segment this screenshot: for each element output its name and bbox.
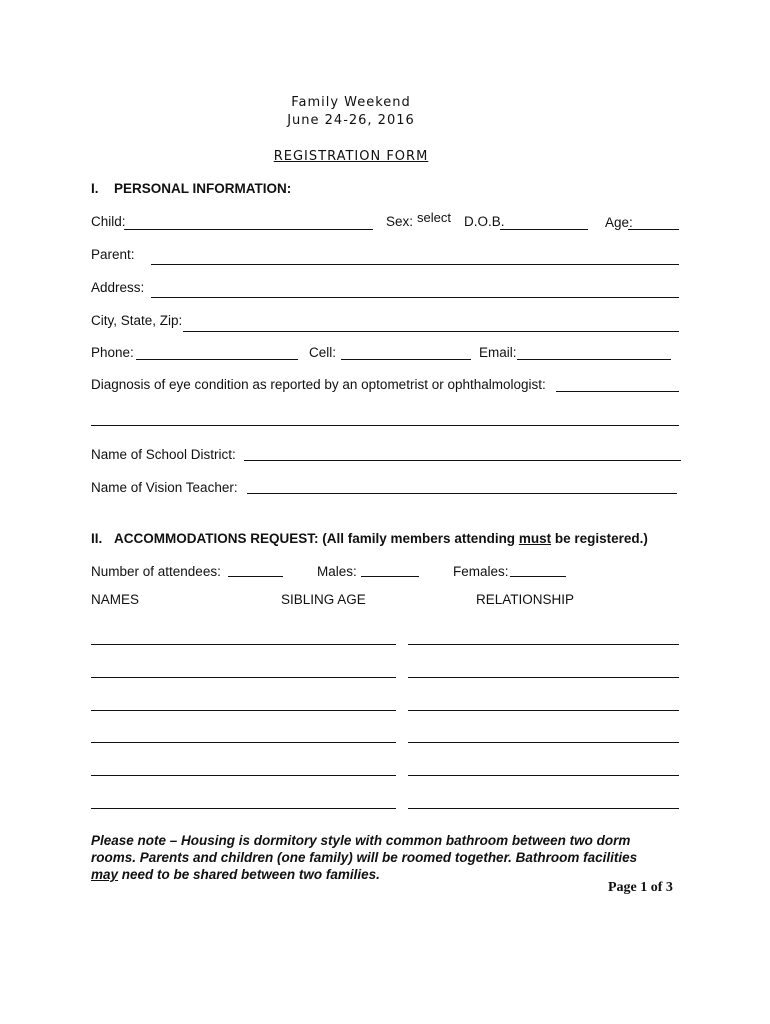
attendee-row-6-relationship[interactable]	[408, 808, 679, 809]
housing-note-part2: need to be shared between two families.	[118, 867, 380, 882]
attendee-row-3-name-age[interactable]	[91, 710, 396, 711]
females-label: Females:	[453, 564, 509, 579]
phone-field[interactable]	[136, 359, 298, 360]
attendee-row-2-relationship[interactable]	[408, 677, 679, 678]
diagnosis-label: Diagnosis of eye condition as reported by an optometrist or ophthalmologist:	[91, 377, 546, 392]
females-field[interactable]	[510, 576, 566, 577]
section1-heading-number: I.	[91, 181, 99, 196]
attendees-field[interactable]	[228, 576, 283, 577]
section2-heading-note-post: be registered.)	[551, 531, 648, 546]
cell-field[interactable]	[341, 359, 471, 360]
housing-note-may: may	[91, 867, 119, 882]
column-header-names: NAMES	[91, 592, 140, 607]
attendee-row-4-relationship[interactable]	[408, 742, 679, 743]
city-state-zip-label: City, State, Zip:	[91, 313, 183, 328]
form-title-text: REGISTRATION FORM	[273, 149, 429, 164]
section1-heading: PERSONAL INFORMATION:	[114, 181, 292, 196]
child-label: Child:	[91, 214, 126, 229]
attendee-row-5-name-age[interactable]	[91, 775, 396, 776]
vision-teacher-label: Name of Vision Teacher:	[91, 480, 238, 495]
email-field[interactable]	[517, 359, 671, 360]
parent-field[interactable]	[151, 264, 679, 265]
vision-teacher-field[interactable]	[247, 493, 677, 494]
section2-heading-number: II.	[91, 531, 103, 546]
attendee-row-1-relationship[interactable]	[408, 644, 679, 645]
form-title	[0, 149, 702, 164]
age-label: Age:	[605, 215, 633, 230]
school-district-field[interactable]	[244, 460, 681, 461]
section2-heading-text: ACCOMMODATIONS REQUEST:	[114, 531, 319, 546]
age-field[interactable]	[628, 229, 679, 230]
child-field[interactable]	[124, 229, 373, 230]
column-header-relationship: RELATIONSHIP	[476, 592, 575, 607]
attendee-row-6-name-age[interactable]	[91, 808, 396, 809]
housing-note-part1: Please note – Housing is dormitory style with common bathroom between two dorm rooms. Parents and children (one family) will be roomed together. Bathroom facilities	[91, 833, 638, 865]
males-field[interactable]	[361, 576, 419, 577]
attendee-row-3-relationship[interactable]	[408, 710, 679, 711]
event-title: Family Weekend	[291, 95, 411, 110]
city-state-zip-field[interactable]	[183, 331, 679, 332]
sex-select[interactable]: select	[417, 210, 451, 225]
dob-label: D.O.B.	[464, 214, 505, 229]
column-header-sibling-age: SIBLING AGE	[281, 592, 366, 607]
attendee-row-4-name-age[interactable]	[91, 742, 396, 743]
section2-heading-note-must: must	[518, 531, 552, 546]
diagnosis-field[interactable]	[556, 391, 679, 392]
attendee-row-2-name-age[interactable]	[91, 677, 396, 678]
dob-field[interactable]	[500, 229, 588, 230]
attendee-row-5-relationship[interactable]	[408, 775, 679, 776]
diagnosis-field-line-2[interactable]	[91, 425, 679, 426]
school-district-label: Name of School District:	[91, 447, 236, 462]
email-label: Email:	[479, 345, 517, 360]
event-dates: June 24-26, 2016	[287, 113, 415, 128]
cell-label: Cell:	[309, 345, 337, 360]
housing-note	[91, 832, 666, 883]
phone-label: Phone:	[91, 345, 134, 360]
address-label: Address:	[91, 280, 145, 295]
page-number: Page 1 of 3	[608, 880, 673, 895]
parent-label: Parent:	[91, 247, 135, 262]
address-field[interactable]	[151, 297, 679, 298]
attendee-row-1-name-age[interactable]	[91, 644, 396, 645]
section2-heading	[114, 531, 648, 546]
attendees-label: Number of attendees:	[91, 564, 221, 579]
sex-label: Sex:	[386, 214, 414, 229]
males-label: Males:	[317, 564, 357, 579]
section2-heading-note-pre: (All family members attending	[322, 531, 519, 546]
